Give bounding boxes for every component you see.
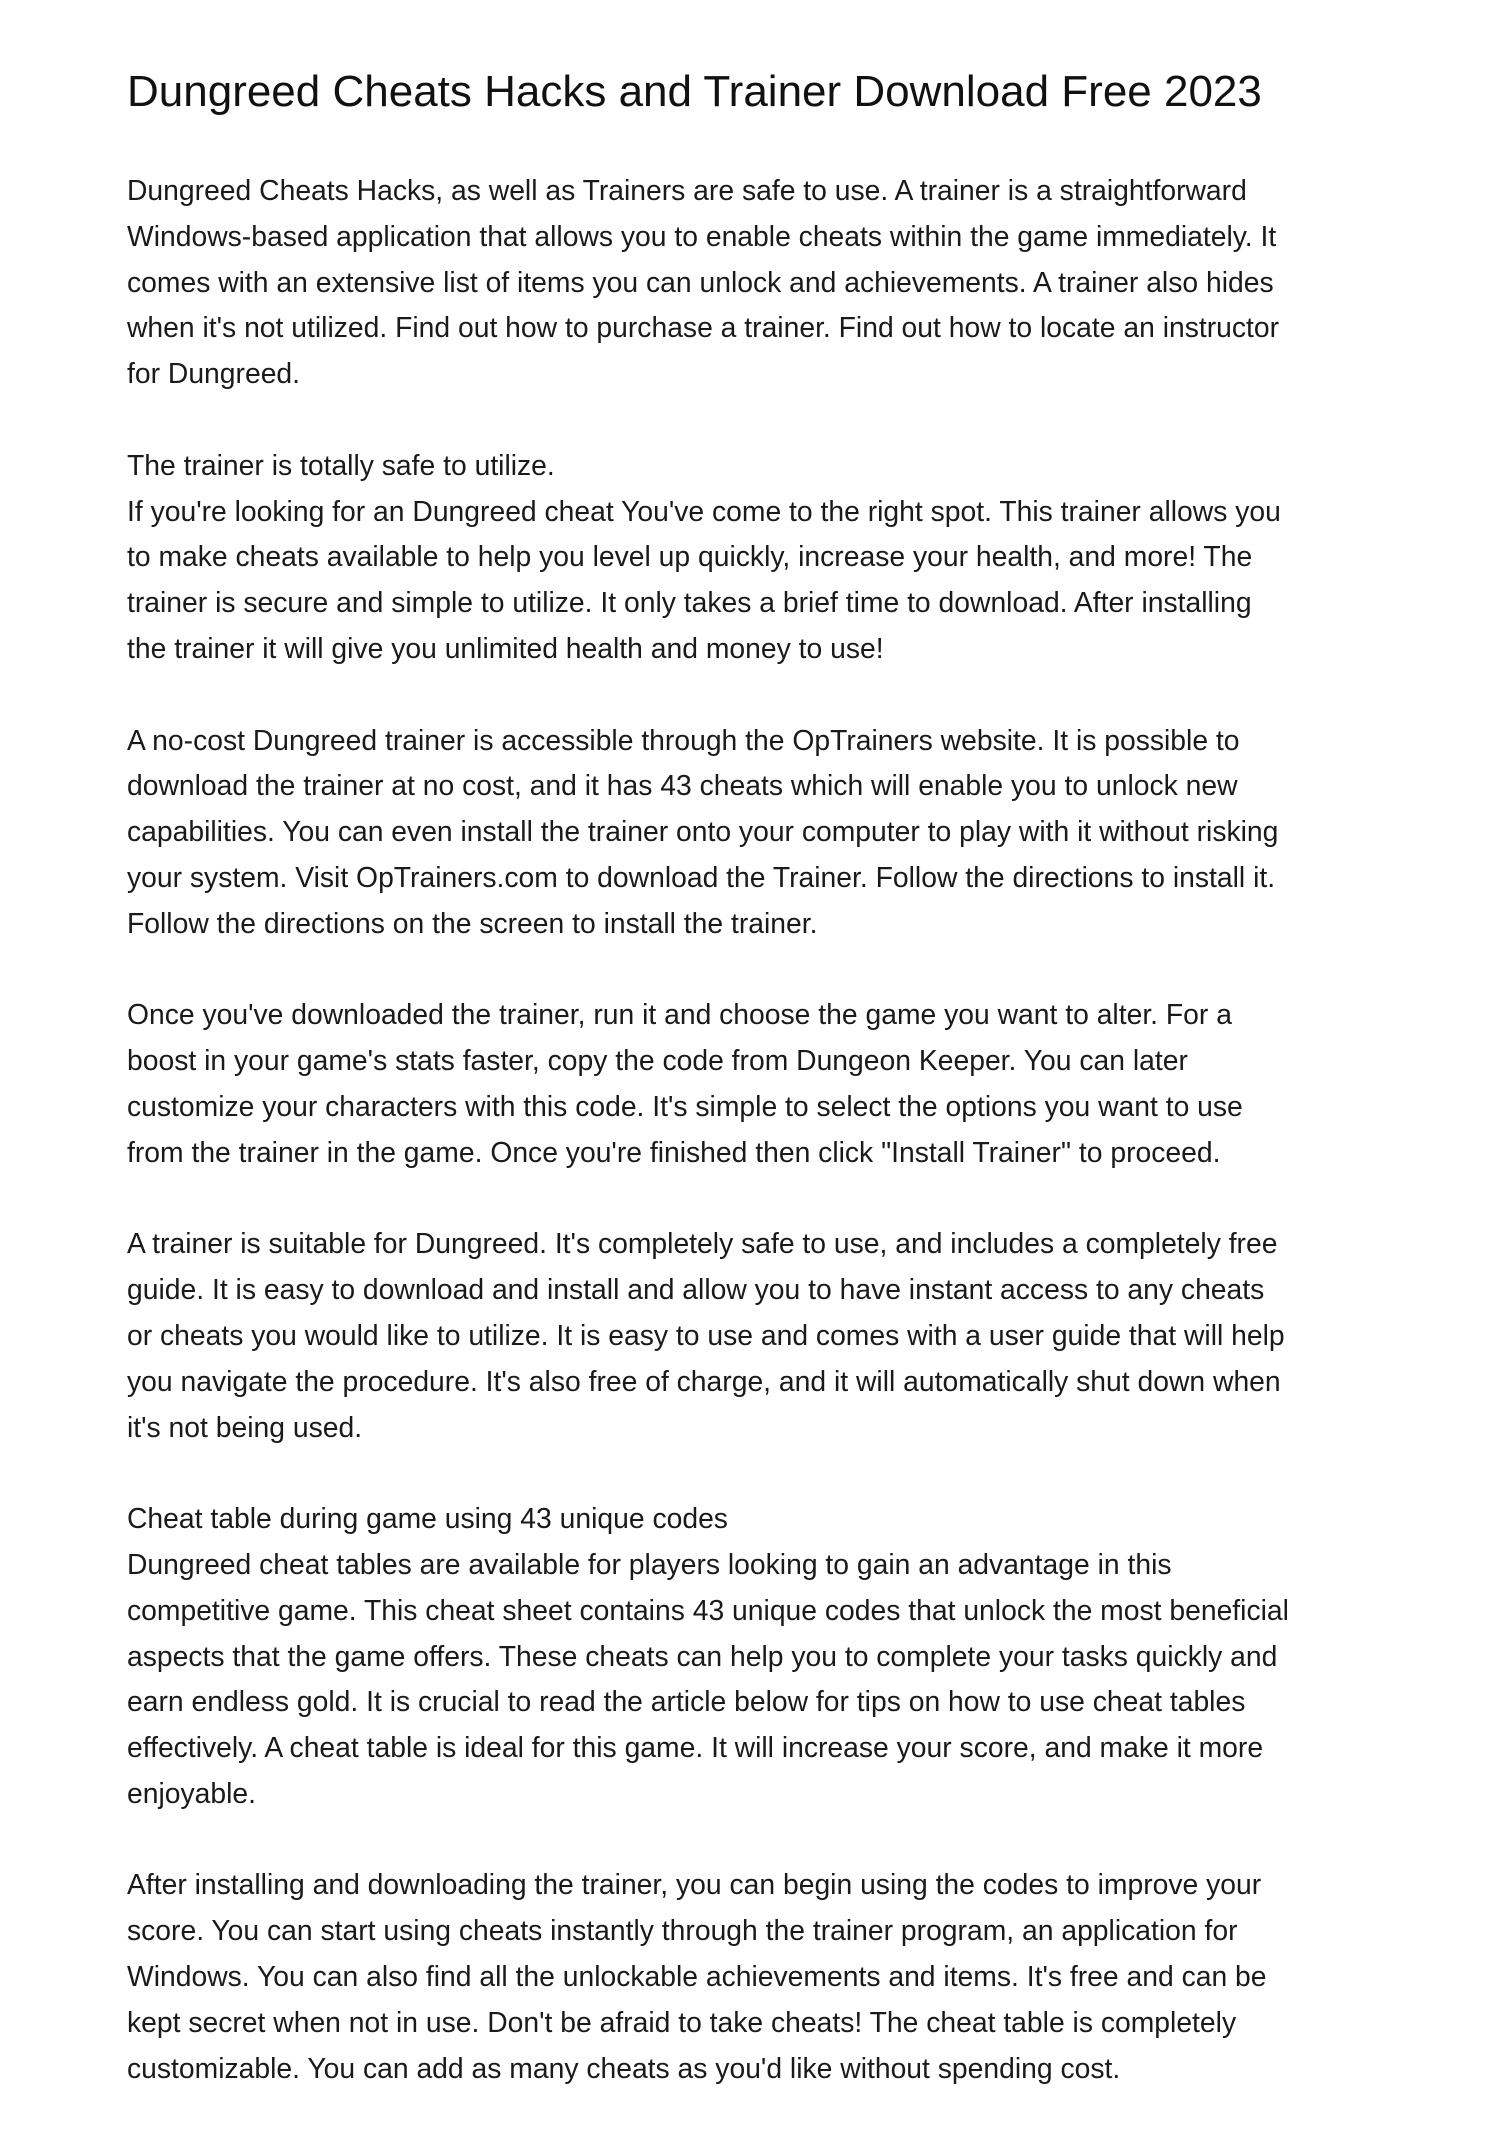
text-line: Windows-based application that allows you to enable cheats within the game immediately. It xyxy=(127,219,1277,252)
text-line: capabilities. You can even install the trainer onto your computer to play with it without risking xyxy=(127,815,1279,848)
paragraph-after-installing xyxy=(127,1862,1387,2091)
text-line: If you're looking for an Dungreed cheat You've come to the right spot. This trainer allows you xyxy=(127,494,1281,527)
paragraph-suitable-trainer xyxy=(127,1221,1387,1450)
text-line: A trainer is suitable for Dungreed. It's completely safe to use, and includes a completely free xyxy=(127,1227,1278,1260)
text-line: the trainer it will give you unlimited health and money to use! xyxy=(127,631,884,664)
text-line: it's not being used. xyxy=(127,1410,363,1443)
text-line: competitive game. This cheat sheet contains 43 unique codes that unlock the most beneficial xyxy=(127,1593,1289,1626)
text-line: or cheats you would like to utilize. It is easy to use and comes with a user guide that will help xyxy=(127,1318,1285,1351)
text-line: Windows. You can also find all the unlockable achievements and items. It's free and can be xyxy=(127,1960,1267,1993)
text-line: to make cheats available to help you level up quickly, increase your health, and more! The xyxy=(127,540,1253,573)
text-line: customize your characters with this code. It's simple to select the options you want to use xyxy=(127,1089,1243,1122)
paragraph-no-cost-trainer xyxy=(127,718,1387,947)
section-heading: The trainer is totally safe to utilize. xyxy=(127,448,555,481)
paragraph-safe-to-utilize xyxy=(127,443,1387,672)
text-line: Once you've downloaded the trainer, run it and choose the game you want to alter. For a xyxy=(127,998,1232,1031)
text-line: trainer is secure and simple to utilize. It only takes a brief time to download. After installing xyxy=(127,586,1252,619)
paragraph-run-trainer xyxy=(127,992,1387,1175)
text-line: you navigate the procedure. It's also free of charge, and it will automatically shut down when xyxy=(127,1364,1281,1397)
text-line: effectively. A cheat table is ideal for this game. It will increase your score, and make it more xyxy=(127,1731,1264,1764)
text-line: Follow the directions on the screen to install the trainer. xyxy=(127,906,818,939)
text-line: enjoyable. xyxy=(127,1776,257,1809)
text-line: After installing and downloading the trainer, you can begin using the codes to improve your xyxy=(127,1868,1262,1901)
page-title: Dungreed Cheats Hacks and Trainer Download Free 2023 xyxy=(127,67,1262,116)
text-line: kept secret when not in use. Don't be afraid to take cheats! The cheat table is completely xyxy=(127,2005,1237,2038)
text-line: score. You can start using cheats instantly through the trainer program, an application for xyxy=(127,1914,1238,1947)
text-line: guide. It is easy to download and install and allow you to have instant access to any cheats xyxy=(127,1273,1265,1306)
text-line: when it's not utilized. Find out how to purchase a trainer. Find out how to locate an instructor xyxy=(127,311,1280,344)
text-line: your system. Visit OpTrainers.com to download the Trainer. Follow the directions to install it. xyxy=(127,860,1276,893)
document-body xyxy=(127,168,1387,2137)
text-line: Dungreed cheat tables are available for players looking to gain an advantage in this xyxy=(127,1547,1172,1580)
paragraph-cheat-table xyxy=(127,1496,1387,1817)
text-line: download the trainer at no cost, and it has 43 cheats which will enable you to unlock new xyxy=(127,769,1238,802)
paragraph-intro xyxy=(127,168,1387,397)
text-line: earn endless gold. It is crucial to read the article below for tips on how to use cheat tables xyxy=(127,1685,1246,1718)
text-line: from the trainer in the game. Once you're finished then click "Install Trainer" to proceed. xyxy=(127,1135,1221,1168)
text-line: aspects that the game offers. These cheats can help you to complete your tasks quickly and xyxy=(127,1639,1278,1672)
section-heading: Cheat table during game using 43 unique codes xyxy=(127,1502,728,1535)
text-line: for Dungreed. xyxy=(127,357,301,390)
text-line: customizable. You can add as many cheats as you'd like without spending cost. xyxy=(127,2051,1121,2084)
text-line: Dungreed Cheats Hacks, as well as Trainers are safe to use. A trainer is a straightforward xyxy=(127,174,1247,206)
text-line: comes with an extensive list of items you can unlock and achievements. A trainer also hides xyxy=(127,265,1274,298)
text-line: boost in your game's stats faster, copy the code from Dungeon Keeper. You can later xyxy=(127,1044,1188,1077)
text-line: A no-cost Dungreed trainer is accessible through the OpTrainers website. It is possible to xyxy=(127,723,1240,756)
